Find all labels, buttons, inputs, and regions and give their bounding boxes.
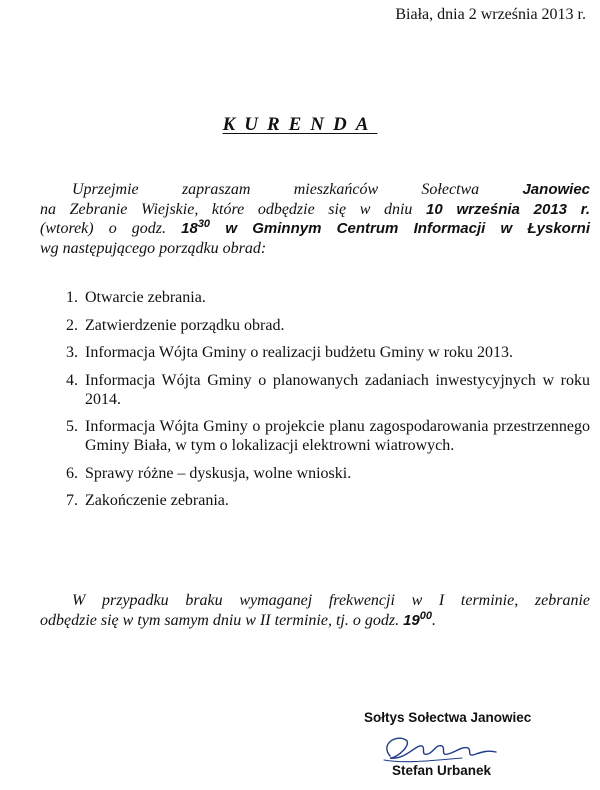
agenda-item [30,371,590,409]
village-name: Janowiec [522,181,590,198]
closing-line-2 [40,609,437,629]
agenda-item-number: 1. [66,289,78,306]
signer-role: Sołtys Sołectwa Janowiec [364,710,532,725]
agenda-item [30,417,590,455]
agenda-item-text: Informacja Wójta Gminy o realizacji budżetu Gminy w roku 2013. [85,344,514,361]
document-title [0,114,600,136]
intro-text-1a: Uprzejmie zapraszam mieszkańców Sołectwa [72,181,523,198]
agenda-item [30,491,590,510]
agenda-item-text: Zakończenie zebrania. [85,492,229,509]
agenda-item-number: 6. [66,464,78,482]
meeting-time [181,220,210,237]
second-term-minutes: 00 [419,609,433,622]
agenda-item [30,464,590,483]
agenda-item-number: 3. [66,344,78,361]
signer-name: Stefan Urbanek [392,763,492,778]
agenda-item [30,288,590,307]
intro-text-2a: na Zebranie Wiejskie, które odbędzie się w dniu [40,200,427,218]
document-date: Biała, dnia 2 września 2013 r. [395,6,586,23]
agenda-item [30,316,590,335]
agenda-item-text: Sprawy różne – dyskusja, wolne wnioski. [85,464,352,482]
second-term-hour: 19 [403,611,420,629]
meeting-venue: w Gminnym Centrum Informacji w Łyskorni [210,220,591,237]
agenda-item [30,343,590,362]
invitation-paragraph [40,180,590,258]
agenda-item-number: 5. [66,418,78,435]
intro-line-1 [40,180,590,200]
closing-text-2: odbędzie się w tym samym dniu w II terminie, tj. o godz. [40,611,404,629]
intro-line-2 [40,200,590,220]
agenda-item-text: Informacja Wójta Gminy o projekcie planu zagospodarowania przestrzennego Gminy Biała, w tym o lokalizacji elektrowni wiatrowych. [85,418,590,454]
meeting-minutes: 30 [197,218,211,230]
meeting-hour: 18 [181,220,198,237]
agenda-list [30,288,590,519]
closing-period: . [432,611,437,629]
meeting-date: 10 września 2013 r. [426,200,590,218]
closing-line-1: W przypadku braku wymaganej frekwencji w I terminie, zebranie [72,592,590,609]
agenda-item-number: 4. [66,371,78,389]
agenda-item-number: 7. [66,492,78,509]
closing-paragraph [40,591,590,630]
intro-line-3 [40,219,590,239]
intro-text-3a: (wtorek) o godz. [40,220,182,237]
intro-line-4: wg następującego porządku obrad: [40,239,267,257]
agenda-item-text: Informacja Wójta Gminy o planowanych zadaniach inwestycyjnych w roku 2014. [85,371,590,408]
agenda-item-number: 2. [66,316,78,334]
second-term-time [403,609,433,629]
agenda-item-text: Otwarcie zebrania. [85,289,206,306]
title-text: KURENDA [222,114,378,135]
agenda-item-text: Zatwierdzenie porządku obrad. [85,316,285,334]
